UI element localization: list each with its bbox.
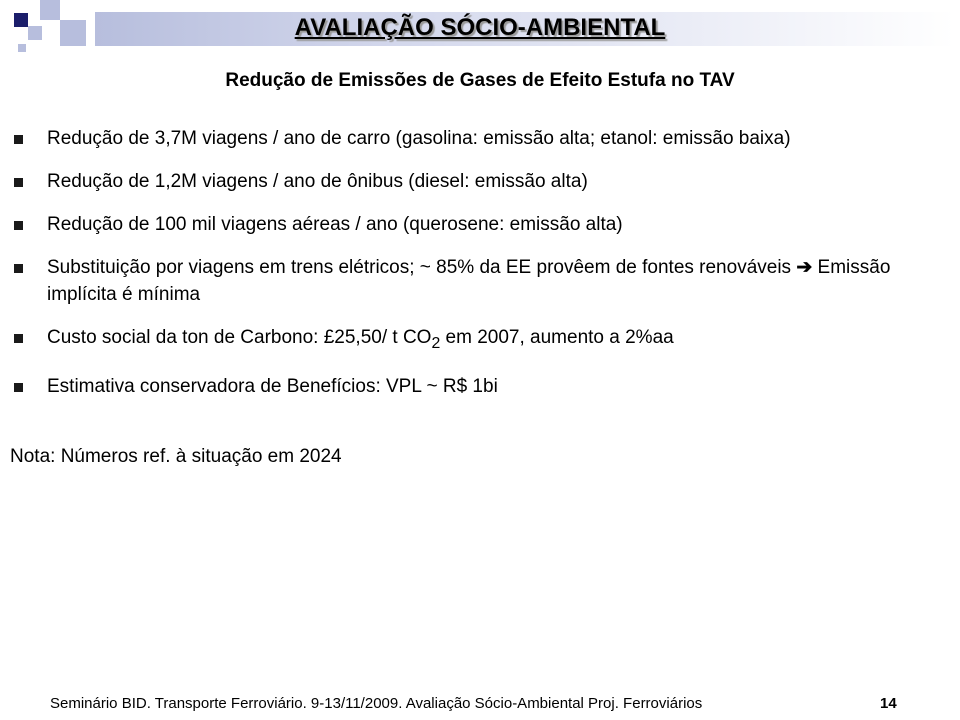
bullet-text: Estimativa conservadora de Benefícios: VPL ~ R$ 1bi [47, 375, 498, 397]
bullet-text: em 2007, aumento a 2%aa [445, 327, 674, 348]
square-bullet-icon [14, 135, 23, 144]
light-square [18, 44, 26, 52]
bullet-text: Redução de 3,7M viagens / ano de carro (gasolina: emissão alta; etanol: emissão baixa) [47, 128, 791, 149]
right-arrow-icon: ➔ [796, 257, 813, 278]
subscript: 2 [431, 334, 441, 352]
bullet-text: Emissão implícita é mínima [47, 257, 891, 305]
square-bullet-icon [14, 383, 23, 392]
list-item [0, 125, 940, 152]
page-number: 14 [880, 695, 897, 712]
slide-title: AVALIAÇÃO SÓCIO-AMBIENTAL [294, 14, 666, 41]
list-item [0, 168, 940, 195]
bullet-text: Custo social da ton de Carbono: £25,50/ t CO [47, 327, 432, 348]
square-bullet-icon [14, 264, 23, 273]
bullet-list [0, 125, 940, 416]
square-bullet-icon [14, 334, 23, 343]
list-item [0, 373, 940, 400]
bullet-text: Substituição por viagens em trens elétricos; ~ 85% da EE provêem de fontes renováveis [47, 257, 792, 278]
list-item [0, 254, 940, 308]
list-item [0, 324, 940, 357]
square-bullet-icon [14, 178, 23, 187]
bullet-text: Redução de 1,2M viagens / ano de ônibus (diesel: emissão alta) [47, 171, 588, 192]
slide-subtitle: Redução de Emissões de Gases de Efeito Estufa no TAV [225, 70, 735, 91]
list-item [0, 211, 940, 238]
bullet-text: Redução de 100 mil viagens aéreas / ano (querosene: emissão alta) [47, 214, 623, 235]
square-bullet-icon [14, 221, 23, 230]
note-text: Nota: Números ref. à situação em 2024 [10, 446, 342, 467]
footer-text: Seminário BID. Transporte Ferroviário. 9-13/11/2009. Avaliação Sócio-Ambiental Proj. Ferroviários [50, 695, 703, 712]
